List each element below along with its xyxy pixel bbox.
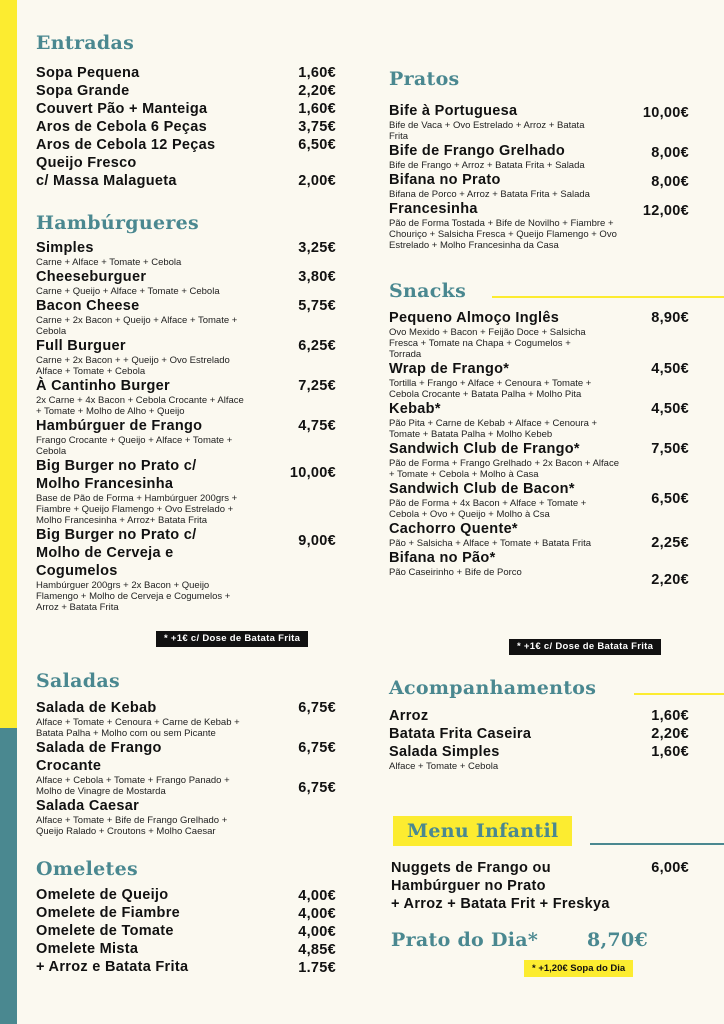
menu-item: Aros de Cebola 6 Peças 3,75€ (36, 119, 336, 135)
yellow-side-stripe (0, 0, 17, 728)
hamburgueres-title: Hambúrgueres (36, 212, 200, 234)
infantil-title-line (590, 843, 724, 845)
menu-item: + Arroz e Batata Frita 1.75€ (36, 959, 336, 976)
menu-item: Arroz 1,60€ (389, 708, 689, 724)
menu-item: Couvert Pão + Manteiga 1,60€ (36, 101, 336, 117)
pratos-title: Pratos (389, 68, 460, 90)
menu-item: Sopa Pequena 1,60€ (36, 65, 336, 81)
prato-do-dia-label: Prato do Dia* (391, 929, 539, 951)
menu-infantil-item: Nuggets de Frango ou Hambúrguer no Prato + Arroz + Batata Frit + Freskya 6,00€ (391, 860, 689, 912)
menu-item: Wrap de Frango* 4,50€ Tortilla + Frango + Alface + Cenoura + Tomate + Cebola Crocante + Batata Palha + Molho Pita (389, 361, 689, 400)
omeletes-title: Omeletes (36, 858, 139, 880)
menu-item: Bife de Frango Grelhado 8,00€ Bife de Frango + Arroz + Batata Frita + Salada (389, 143, 689, 171)
menu-item: Queijo Fresco c/ Massa Malagueta 2,00€ (36, 155, 336, 189)
menu-infantil-header (393, 816, 572, 846)
saladas-title: Saladas (36, 670, 120, 692)
menu-item: Sandwich Club de Frango* 7,50€ Pão de Forma + Frango Grelhado + 2x Bacon + Alface + Tomate + Cebola + Molho à Casa (389, 441, 689, 480)
menu-item: Full Burguer 6,25€ Carne + 2x Bacon + + Queijo + Ovo Estrelado Alface + Tomate + Cebola (36, 338, 336, 377)
menu-item: Bacon Cheese 5,75€ Carne + 2x Bacon + Queijo + Alface + Tomate + Cebola (36, 298, 336, 337)
menu-item: Pequeno Almoço Inglês 8,90€ Ovo Mexido + Bacon + Feijão Doce + Salsicha Fresca + Tomate na Chapa + Cogumelos + Torrada (389, 310, 689, 360)
pratos-section (389, 68, 689, 251)
menu-item: Omelete de Fiambre 4,00€ (36, 905, 336, 922)
menu-item: Big Burger no Prato c/ Molho Francesinha 10,00€ Base de Pão de Forma + Hambúrguer 200grs + Fiambre + Queijo Flamengo + Ovo Estrelado + Molho Francesinha + Arroz+ Batata Frita (36, 458, 336, 526)
acompanhamentos-section (389, 677, 689, 772)
menu-item: Omelete de Tomate 4,00€ (36, 923, 336, 940)
menu-item: Bifana no Prato 8,00€ Bifana de Porco + Arroz + Batata Frita + Salada (389, 172, 689, 200)
menu-item: Francesinha 12,00€ Pão de Forma Tostada + Bife de Novilho + Fiambre + Chouriço + Salsicha Fresca + Queijo Flamengo + Ovo Estrelado + Molho Francesinha da Casa (389, 201, 689, 251)
entradas-section (36, 32, 336, 190)
snacks-title: Snacks (389, 280, 467, 302)
menu-item: Aros de Cebola 12 Peças 6,50€ (36, 137, 336, 153)
menu-item: Omelete de Queijo 4,00€ (36, 887, 336, 904)
menu-item: Omelete Mista 4,85€ (36, 941, 336, 958)
menu-item: Salada Simples 1,60€ Alface + Tomate + Cebola (389, 744, 689, 772)
menu-item: Big Burger no Prato c/ Molho de Cerveja e Cogumelos 9,00€ Hambúrguer 200grs + 2x Bacon + Queijo Flamengo + Molho de Cerveja e Cogumelos + Arroz + Batata Frita (36, 527, 336, 613)
menu-item: Kebab* 4,50€ Pão Pita + Carne de Kebab + Alface + Cenoura + Tomate + Batata Palha + Molho Kebeb (389, 401, 689, 440)
menu-item: Cachorro Quente* 2,25€ Pão + Salsicha + Alface + Tomate + Batata Frita (389, 521, 689, 551)
menu-infantil-section (391, 859, 689, 913)
snacks-section (389, 280, 689, 588)
menu-item: Bife à Portuguesa 10,00€ Bife de Vaca + Ovo Estrelado + Arroz + Batata Frita (389, 103, 689, 142)
menu-infantil-title: Menu Infantil (407, 820, 559, 842)
menu-item: Sandwich Club de Bacon* 6,50€ Pão de Forma + 4x Bacon + Alface + Tomate + Cebola + Ovo + Queijo + Molho à Csa (389, 481, 689, 520)
menu-item: Batata Frita Caseira 2,20€ (389, 726, 689, 742)
sopa-do-dia-badge: * +1,20€ Sopa do Dia (524, 960, 633, 977)
menu-item: Salada de Kebab 6,75€ Alface + Tomate + Cenoura + Carne de Kebab + Batata Palha + Molho com ou sem Picante (36, 700, 336, 739)
snacks-batata-frita-badge: * +1€ c/ Dose de Batata Frita (509, 639, 661, 655)
menu-item: Sopa Grande 2,20€ (36, 83, 336, 99)
teal-side-stripe (0, 728, 17, 1024)
omeletes-section (36, 858, 336, 976)
menu-item: Bifana no Pão* 2,20€ Pão Caseirinho + Bife de Porco (389, 550, 689, 588)
prato-do-dia-price: 8,70€ (587, 929, 648, 951)
menu-item: Salada Caesar 6,75€ Alface + Tomate + Bife de Frango Grelhado + Queijo Ralado + Croutons + Molho Caesar (36, 780, 336, 837)
menu-item: Hambúrguer de Frango 4,75€ Frango Crocante + Queijo + Alface + Tomate + Cebola (36, 418, 336, 457)
menu-item: Simples 3,25€ Carne + Alface + Tomate + Cebola (36, 240, 336, 268)
batata-frita-badge: * +1€ c/ Dose de Batata Frita (156, 631, 308, 647)
menu-item: Salada de Frango Crocante 6,75€ Alface + Cebola + Tomate + Frango Panado + Molho de Vinagre de Mostarda (36, 740, 336, 797)
saladas-section (36, 670, 336, 837)
acompanhamentos-title: Acompanhamentos (389, 677, 597, 699)
hamburgueres-section (36, 212, 336, 613)
menu-item: Cheeseburguer 3,80€ Carne + Queijo + Alface + Tomate + Cebola (36, 269, 336, 297)
menu-item: À Cantinho Burger 7,25€ 2x Carne + 4x Bacon + Cebola Crocante + Alface + Tomate + Molho de Alho + Queijo (36, 378, 336, 417)
entradas-title: Entradas (36, 32, 135, 54)
